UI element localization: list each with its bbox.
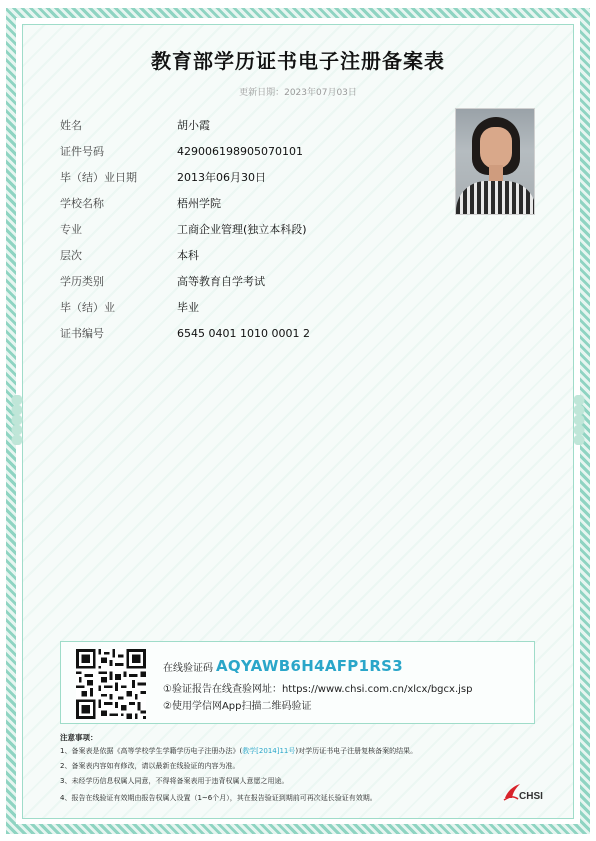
info-value: 6545 0401 1010 0001 2 bbox=[177, 327, 310, 340]
note-item-1: 1、备案表是依据《高等学校学生学籍学历电子注册办法》(教学[2014]11号)对学历证书电子注册复核备案的结果。 bbox=[60, 747, 418, 755]
update-date: 更新日期：2023年07月03日 bbox=[239, 88, 357, 98]
info-value: 高等教育自学考试 bbox=[177, 275, 265, 288]
chsi-logo-text: CHSI bbox=[519, 791, 543, 802]
verification-box bbox=[60, 641, 535, 724]
verification-url-note: ①验证报告在线查验网址：https://www.chsi.com.cn/xlcx/bgcx.jsp bbox=[163, 684, 473, 695]
decorative-edge-left bbox=[10, 395, 24, 445]
regulation-link[interactable]: 教学[2014]11号 bbox=[242, 747, 296, 755]
notes-title: 注意事项： bbox=[60, 733, 98, 742]
info-label: 层次 bbox=[60, 249, 82, 262]
student-photo bbox=[455, 108, 535, 215]
info-label: 毕（结）业日期 bbox=[60, 171, 137, 184]
info-label: 学历类别 bbox=[60, 275, 104, 288]
info-value: 2013年06月30日 bbox=[177, 171, 266, 184]
decorative-edge-right bbox=[572, 395, 586, 445]
info-value: 梧州学院 bbox=[177, 197, 221, 210]
note-item-2: 2、备案表内容如有修改，请以最新在线验证的内容为准。 bbox=[60, 762, 240, 770]
note-item-4: 4、报告在线验证有效期由报告权属人设置（1~6个月），其在报告验证到期前可再次延长验证有效期。 bbox=[60, 794, 377, 802]
qr-code[interactable] bbox=[76, 649, 146, 719]
info-label: 证件号码 bbox=[60, 145, 104, 158]
info-label: 姓名 bbox=[60, 119, 82, 132]
page-title: 教育部学历证书电子注册备案表 bbox=[151, 49, 445, 73]
note-item-3: 3、未经学历信息权属人同意，不得将备案表用于违背权属人意愿之用途。 bbox=[60, 777, 289, 785]
verification-code-label: 在线验证码 bbox=[163, 663, 213, 674]
info-value: 毕业 bbox=[177, 301, 199, 314]
info-value: 胡小霞 bbox=[177, 119, 210, 132]
info-value: 429006198905070101 bbox=[177, 145, 303, 158]
info-value: 工商企业管理(独立本科段) bbox=[177, 223, 307, 236]
verification-code-line bbox=[163, 657, 403, 675]
chsi-logo bbox=[502, 782, 552, 806]
verification-code: AQYAWB6H4AFP1RS3 bbox=[216, 657, 404, 675]
info-value: 本科 bbox=[177, 249, 199, 262]
info-label: 学校名称 bbox=[60, 197, 104, 210]
verification-app-note: ②使用学信网App扫描二维码验证 bbox=[163, 701, 312, 712]
info-label: 专业 bbox=[60, 223, 82, 236]
info-label: 证书编号 bbox=[60, 327, 104, 340]
info-label: 毕（结）业 bbox=[60, 301, 115, 314]
